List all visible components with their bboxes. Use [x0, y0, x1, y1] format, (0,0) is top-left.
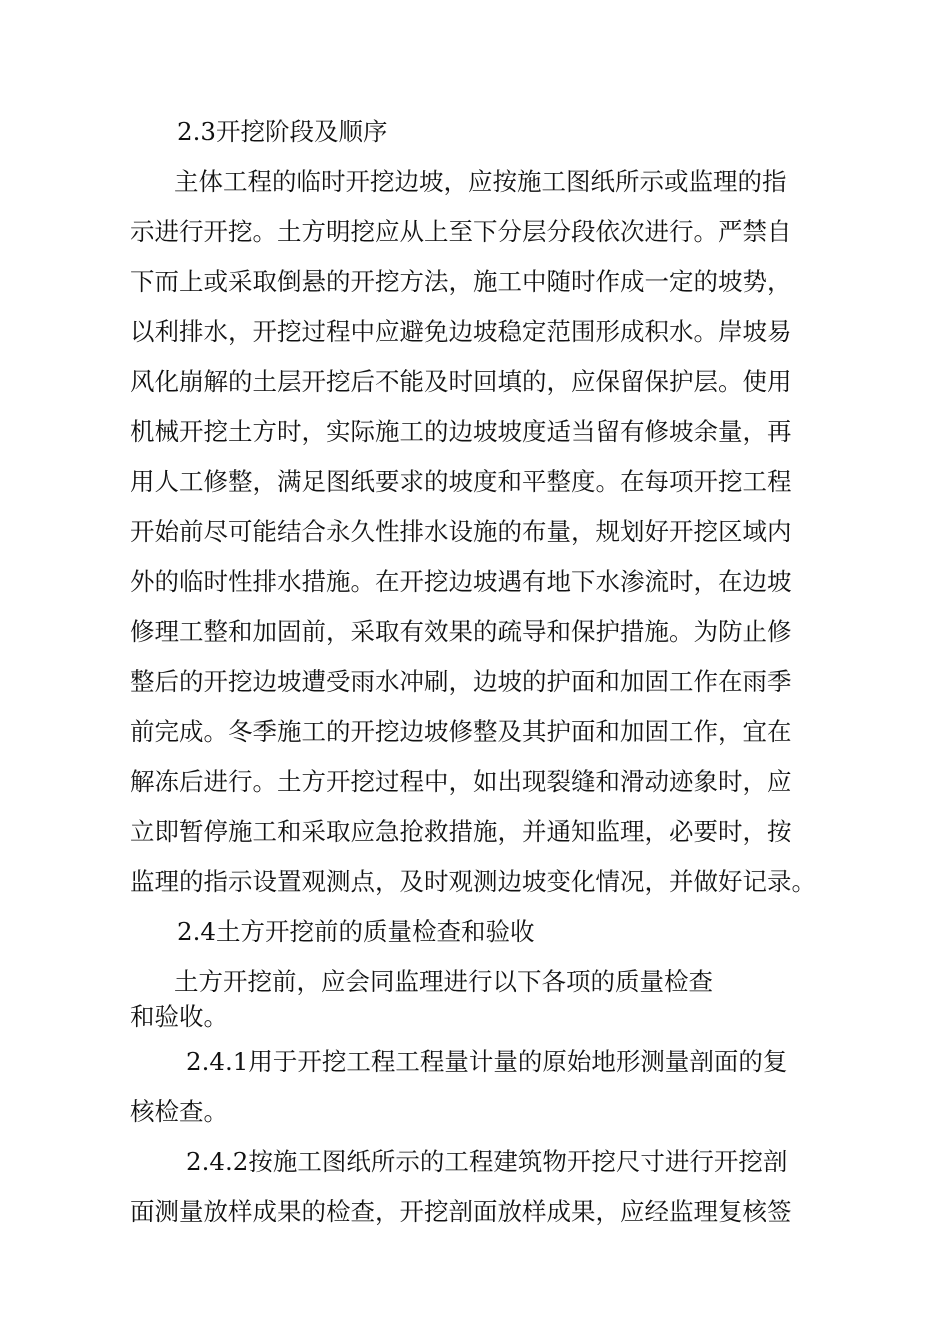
section-heading-2-4: 2.4土方开挖前的质量检查和验收	[177, 917, 535, 946]
text-line: 整后的开挖边坡遭受雨水冲刷，边坡的护面和加固工作在雨季	[130, 667, 792, 696]
text-line: 前完成。冬季施工的开挖边坡修整及其护面和加固工作，宜在	[130, 717, 792, 746]
text-line: 2.4.1用于开挖工程工程量计量的原始地形测量剖面的复	[186, 1047, 788, 1076]
text-line: 主体工程的临时开挖边坡，应按施工图纸所示或监理的指	[174, 167, 787, 196]
text-line: 2.4.2按施工图纸所示的工程建筑物开挖尺寸进行开挖剖	[186, 1147, 788, 1176]
text-line: 外的临时性排水措施。在开挖边坡遇有地下水渗流时，在边坡	[130, 567, 792, 596]
text-line: 下而上或采取倒悬的开挖方法，施工中随时作成一定的坡势，	[130, 267, 792, 296]
section-heading-2-3: 2.3开挖阶段及顺序	[177, 117, 388, 146]
text-line: 修理工整和加固前，采取有效果的疏导和保护措施。为防止修	[130, 617, 792, 646]
text-line: 核检查。	[130, 1097, 228, 1126]
text-line: 土方开挖前，应会同监理进行以下各项的质量检查	[174, 967, 713, 996]
text-line: 和验收。	[130, 1002, 228, 1031]
text-line: 用人工修整，满足图纸要求的坡度和平整度。在每项开挖工程	[130, 467, 792, 496]
text-line: 监理的指示设置观测点，及时观测边坡变化情况，并做好记录。	[130, 867, 816, 896]
text-line: 开始前尽可能结合永久性排水设施的布量，规划好开挖区域内	[130, 517, 792, 546]
text-line: 示进行开挖。土方明挖应从上至下分层分段依次进行。严禁自	[130, 217, 792, 246]
text-line: 机械开挖土方时，实际施工的边坡坡度适当留有修坡余量，再	[130, 417, 792, 446]
text-line: 立即暂停施工和采取应急抢救措施，并通知监理，必要时，按	[130, 817, 792, 846]
text-line: 风化崩解的土层开挖后不能及时回填的，应保留保护层。使用	[130, 367, 792, 396]
text-line: 以利排水，开挖过程中应避免边坡稳定范围形成积水。岸坡易	[130, 317, 792, 346]
text-line: 解冻后进行。土方开挖过程中，如出现裂缝和滑动迹象时，应	[130, 767, 792, 796]
text-line: 面测量放样成果的检查，开挖剖面放样成果，应经监理复核签	[130, 1197, 792, 1226]
